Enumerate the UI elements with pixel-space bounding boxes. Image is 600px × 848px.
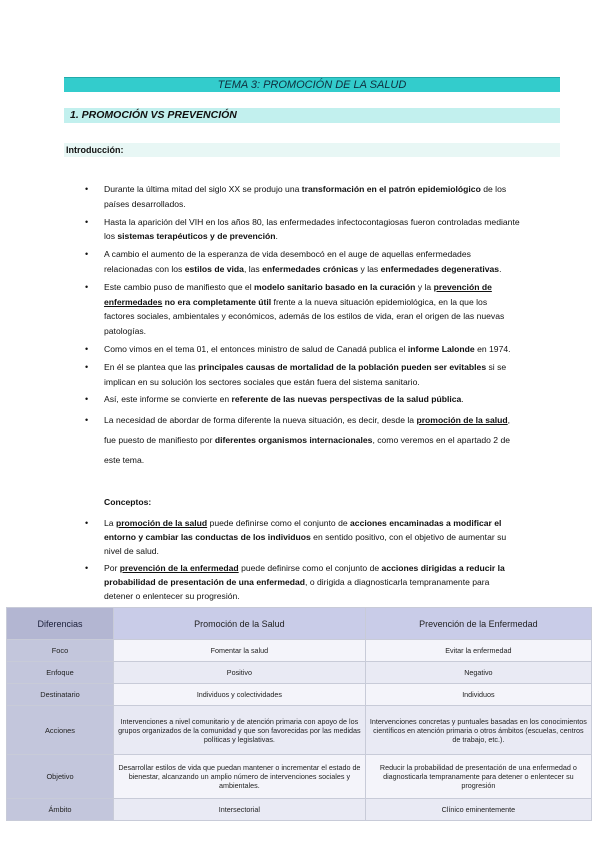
bullet-item: • Durante la última mitad del siglo XX se produjo una transformación en el patrón epidemiológico de los países desarrollados.: [100, 182, 520, 212]
concepts-bullet-list: [100, 516, 520, 606]
table-row: [7, 640, 592, 662]
table-header: Promoción de la Salud: [114, 608, 366, 640]
table-cell: Clínico eminentemente: [365, 799, 591, 821]
table-cell: Intersectorial: [114, 799, 366, 821]
intro-bullet-list: [100, 182, 520, 473]
intro-heading: Introducción:: [64, 143, 560, 157]
table-header-row: [7, 608, 592, 640]
row-label: Ámbito: [7, 799, 114, 821]
page-title: TEMA 3: PROMOCIÓN DE LA SALUD: [64, 77, 560, 92]
table-header: Diferencias: [7, 608, 114, 640]
bullet-item: • Como vimos en el tema 01, el entonces ministro de salud de Canadá publica el informe Lalonde en 1974.: [100, 342, 520, 357]
bullet-item: • A cambio el aumento de la esperanza de vida desembocó en el auge de aquellas enfermedades relacionadas con los estilos de vida, las enfermedades crónicas y las enfermedades degenerativas.: [100, 247, 520, 277]
table-row: [7, 755, 592, 799]
table-cell: Intervenciones a nivel comunitario y de atención primaria con apoyo de los grupos organizados de la comunidad y que son favorecidas por las medidas políticas y legislativas.: [114, 706, 366, 755]
table-cell: Desarrollar estilos de vida que puedan mantener o incrementar el estado de bienestar, alcanzando un amplio número de intervenciones sociales y ambientales.: [114, 755, 366, 799]
bullet-item: • Hasta la aparición del VIH en los años 80, las enfermedades infectocontagiosas fueron controladas mediante los sistemas terapéuticos y de prevención.: [100, 215, 520, 245]
concept-item: • La promoción de la salud puede definirse como el conjunto de acciones encaminadas a modificar el entorno y cambiar las conductas de los individuos en sentido positivo, con el objetivo de aumentar su nivel de salud.: [100, 516, 520, 558]
concepts-heading: Conceptos:: [104, 497, 152, 507]
row-label: Objetivo: [7, 755, 114, 799]
table-cell: Individuos: [365, 684, 591, 706]
table-cell: Negativo: [365, 662, 591, 684]
bullet-item: • Así, este informe se convierte en referente de las nuevas perspectivas de la salud pública.: [100, 392, 520, 407]
table-row: [7, 662, 592, 684]
row-label: Destinatario: [7, 684, 114, 706]
table-cell: Fomentar la salud: [114, 640, 366, 662]
table-header: Prevención de la Enfermedad: [365, 608, 591, 640]
table-cell: Positivo: [114, 662, 366, 684]
bullet-item: • En él se plantea que las principales causas de mortalidad de la población pueden ser evitables si se implican en su solución los sectores sociales que están fuera del sistema sanitario.: [100, 360, 520, 390]
section-heading: 1. PROMOCIÓN VS PREVENCIÓN: [64, 108, 560, 123]
table-row: [7, 684, 592, 706]
bullet-item: • La necesidad de abordar de forma diferente la nueva situación, es decir, desde la promoción de la salud, fue puesto de manifiesto por diferentes organismos internacionales, como veremos en el apartado 2 de este tema.: [100, 410, 520, 470]
table-cell: Intervenciones concretas y puntuales basadas en los conocimientos científicos en atención primaria o otros ámbitos (escuelas, centros de trabajo, etc.).: [365, 706, 591, 755]
table-row: [7, 799, 592, 821]
row-label: Foco: [7, 640, 114, 662]
concept-item: • Por prevención de la enfermedad puede definirse como el conjunto de acciones dirigidas a reducir la probabilidad de presentación de una enfermedad, o dirigida a diagnosticarla tempranamente para detener o enlentecer su progresión.: [100, 561, 520, 603]
row-label: Enfoque: [7, 662, 114, 684]
table-cell: Evitar la enfermedad: [365, 640, 591, 662]
row-label: Acciones: [7, 706, 114, 755]
table-cell: Reducir la probabilidad de presentación de una enfermedad o diagnosticarla tempranamente para detener o enlentecer su progresión: [365, 755, 591, 799]
table-cell: Individuos y colectividades: [114, 684, 366, 706]
differences-table: [6, 607, 592, 821]
table-row: [7, 706, 592, 755]
bullet-item: • Este cambio puso de manifiesto que el modelo sanitario basado en la curación y la prevención de enfermedades no era completamente útil frente a la nueva situación epidemiológica, en la que los factores sociales, ambientales y económicos, además de los estilos de vida, eran el origen de las nuevas patologías.: [100, 280, 520, 339]
